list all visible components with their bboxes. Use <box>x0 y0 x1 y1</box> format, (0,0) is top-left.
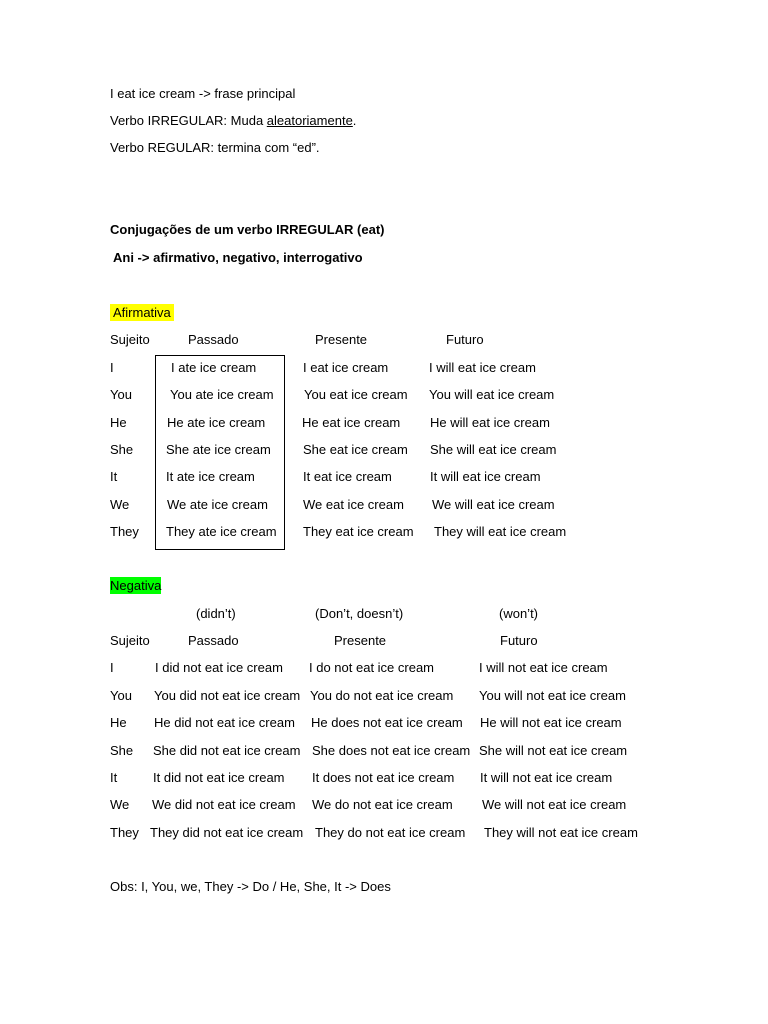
presente-cell: It eat ice cream <box>303 469 392 484</box>
futuro-cell: They will eat ice cream <box>434 524 567 539</box>
subject-cell: It <box>110 469 118 484</box>
futuro-cell: You will not eat ice cream <box>479 688 626 703</box>
passado-cell: She did not eat ice cream <box>153 743 301 758</box>
passado-cell: You ate ice cream <box>170 387 274 402</box>
presente-cell: They eat ice cream <box>303 524 414 539</box>
subject-cell: She <box>110 743 134 758</box>
futuro-cell: She will not eat ice cream <box>479 743 628 758</box>
presente-cell: We do not eat ice cream <box>312 797 453 812</box>
intro-line-main-sentence: I eat ice cream -> frase principal <box>110 86 296 101</box>
subject-cell: He <box>110 715 127 730</box>
passado-cell: They ate ice cream <box>166 524 277 539</box>
passado-cell: We did not eat ice cream <box>152 797 296 812</box>
presente-cell: They do not eat ice cream <box>315 825 466 840</box>
irregular-underlined-word: aleatoriamente <box>266 113 353 128</box>
futuro-cell: It will not eat ice cream <box>480 770 613 785</box>
presente-cell: I eat ice cream <box>303 360 389 375</box>
contraction-future: (won’t) <box>499 606 539 621</box>
subject-cell: I <box>110 660 114 675</box>
futuro-cell: He will not eat ice cream <box>480 715 622 730</box>
presente-cell: He eat ice cream <box>302 415 401 430</box>
passado-cell: It did not eat ice cream <box>153 770 285 785</box>
subject-cell: It <box>110 770 118 785</box>
section-subheading: Ani -> afirmativo, negativo, interrogativo <box>113 250 363 265</box>
subject-cell: They <box>110 524 139 539</box>
contraction-present: (Don’t, doesn’t) <box>315 606 404 621</box>
section-heading: Conjugações de um verbo IRREGULAR (eat) <box>110 222 385 237</box>
header-presente: Presente <box>315 332 368 347</box>
futuro-cell: I will not eat ice cream <box>479 660 608 675</box>
futuro-cell: You will eat ice cream <box>429 387 555 402</box>
header-sujeito: Sujeito <box>110 332 150 347</box>
futuro-cell: We will eat ice cream <box>432 497 555 512</box>
passado-cell: We ate ice cream <box>167 497 268 512</box>
futuro-cell: I will eat ice cream <box>429 360 536 375</box>
contraction-past: (didn’t) <box>196 606 236 621</box>
negativa-label <box>110 578 161 594</box>
passado-cell: I ate ice cream <box>171 360 257 375</box>
afirmativa-label <box>110 305 174 321</box>
header-futuro: Futuro <box>500 633 538 648</box>
passado-cell: It ate ice cream <box>166 469 255 484</box>
observation-note: Obs: I, You, we, They -> Do / He, She, It -> Does <box>110 879 391 894</box>
presente-cell: He does not eat ice cream <box>311 715 463 730</box>
subject-cell: She <box>110 442 134 457</box>
futuro-cell: It will eat ice cream <box>430 469 541 484</box>
header-presente: Presente <box>334 633 387 648</box>
presente-cell: She eat ice cream <box>303 442 408 457</box>
afirmativa-highlight: Afirmativa <box>110 304 174 321</box>
subject-cell: They <box>110 825 139 840</box>
futuro-cell: They will not eat ice cream <box>484 825 638 840</box>
passado-cell: They did not eat ice cream <box>150 825 304 840</box>
irregular-suffix: . <box>352 113 357 128</box>
futuro-cell: She will eat ice cream <box>430 442 557 457</box>
presente-cell: It does not eat ice cream <box>312 770 455 785</box>
intro-line-irregular <box>110 113 356 129</box>
subject-cell: You <box>110 387 132 402</box>
passado-cell: He ate ice cream <box>167 415 266 430</box>
presente-cell: You eat ice cream <box>304 387 408 402</box>
passado-cell: She ate ice cream <box>166 442 271 457</box>
header-passado: Passado <box>188 633 239 648</box>
header-sujeito: Sujeito <box>110 633 150 648</box>
header-passado: Passado <box>188 332 239 347</box>
irregular-prefix: Verbo IRREGULAR: Muda <box>110 113 267 128</box>
subject-cell: We <box>110 497 130 512</box>
passado-cell: He did not eat ice cream <box>154 715 295 730</box>
intro-line-regular: Verbo REGULAR: termina com “ed”. <box>110 140 320 155</box>
presente-cell: She does not eat ice cream <box>312 743 471 758</box>
passado-cell: I did not eat ice cream <box>155 660 283 675</box>
subject-cell: We <box>110 797 130 812</box>
subject-cell: He <box>110 415 127 430</box>
futuro-cell: We will not eat ice cream <box>482 797 627 812</box>
subject-cell: I <box>110 360 114 375</box>
negativa-highlight: Negativa <box>110 578 162 593</box>
futuro-cell: He will eat ice cream <box>430 415 550 430</box>
header-futuro: Futuro <box>446 332 484 347</box>
presente-cell: We eat ice cream <box>303 497 404 512</box>
presente-cell: You do not eat ice cream <box>310 688 454 703</box>
subject-cell: You <box>110 688 132 703</box>
presente-cell: I do not eat ice cream <box>309 660 435 675</box>
passado-cell: You did not eat ice cream <box>154 688 301 703</box>
